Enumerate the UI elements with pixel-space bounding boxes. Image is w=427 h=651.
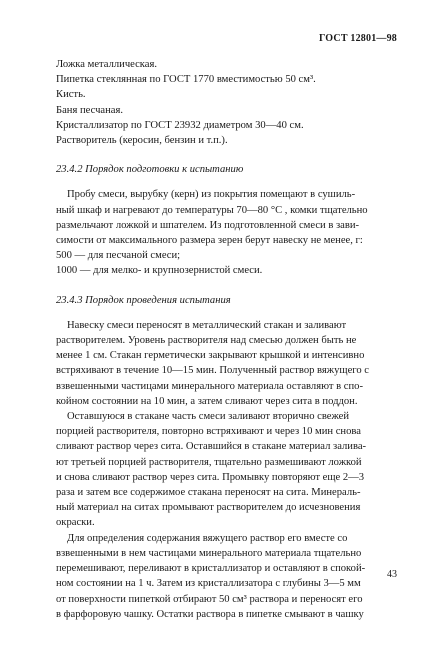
text-line: койном состоянии на 10 мин, а затем сливают через сита в поддон. <box>56 395 358 407</box>
text-line: Пробу смеси, вырубку (керн) из покрытия помещают в сушиль- <box>67 189 356 201</box>
text-line: симости от максимального размера зерен берут навеску не менее, г: <box>56 235 363 247</box>
text-line: раза и затем все содержимое стакана переносят на сита. Минераль- <box>56 487 361 499</box>
text-line: окраски. <box>56 517 95 529</box>
paragraph <box>56 187 398 278</box>
equipment-item: Кристаллизатор по ГОСТ 23932 диаметром 30—40 см. <box>56 119 304 131</box>
paragraph <box>56 531 398 622</box>
text-line: порцией растворителя, повторно встряхивают и через 10 мин снова <box>56 426 361 438</box>
text-line: взвешенными частицами минерального материала оставляют в спо- <box>56 380 363 392</box>
text-line: в фарфоровую чашку. Остатки раствора в пипетке смывают в чашку <box>56 608 364 620</box>
text-line: растворителем. Уровень растворителя над смесью должен быть не <box>56 335 357 347</box>
section-heading: 23.4.2 Порядок подготовки к испытанию <box>56 164 244 176</box>
text-line: ный материал на ситах промывают растворителем до исчезновения <box>56 502 361 514</box>
equipment-item: Ложка металлическая. <box>56 59 158 70</box>
text-line: размельчают ложкой и шпателем. Из подготовленной смеси в зави- <box>56 219 360 231</box>
text-line: Для определения содержания вяжущего раствор его вместе со <box>67 532 348 544</box>
equipment-item: Кисть. <box>56 89 86 101</box>
text-line: встряхивают в течение 10—15 мин. Полученный раствор вяжущего с <box>56 365 369 377</box>
text-line: Навеску смеси переносят в металлический стакан и заливают <box>67 319 347 331</box>
text-line: ют третьей порцией растворителя, тщательно размешивают ложкой <box>56 456 362 468</box>
list-line: 500 — для песчаной смеси; <box>56 250 181 262</box>
paragraph <box>56 318 398 409</box>
section-heading: 23.4.3 Порядок проведения испытания <box>56 294 231 306</box>
equipment-item: Баня песчаная. <box>56 104 124 116</box>
text-line: от поверхности пипеткой отбирают 50 см³ раствора и переносят его <box>56 593 363 605</box>
page-content <box>56 57 398 622</box>
text-line: менее 1 см. Стакан герметически закрывают крышкой и интенсивно <box>56 350 365 362</box>
equipment-item: Пипетка стеклянная по ГОСТ 1770 вместимостью 50 см³. <box>56 74 316 86</box>
document-code: ГОСТ 12801—98 <box>318 33 397 44</box>
text-line: взвешенными в нем частицами минерального материала тщательно <box>56 547 362 559</box>
paragraph <box>56 409 398 531</box>
list-line: 1000 — для мелко- и крупнозернистой смеси. <box>56 265 263 277</box>
equipment-list <box>56 57 398 148</box>
page-number: 43 <box>387 569 397 580</box>
text-line: перемешивают, переливают в кристаллизатор и оставляют в спокой- <box>56 563 366 575</box>
text-line: и снова сливают раствор через сита. Промывку повторяют еще 2—3 <box>56 471 365 483</box>
text-line: Оставшуюся в стакане часть смеси заливают вторично свежей <box>67 411 350 423</box>
text-line: сливают раствор через сита. Оставшийся в стакане материал залива- <box>56 441 367 453</box>
text-line: ный шкаф и нагревают до температуры 70—80 °С , комки тщательно <box>56 204 368 216</box>
text-line: ном состоянии на 1 ч. Затем из кристаллизатора с глубины 3—5 мм <box>56 578 361 590</box>
equipment-item: Растворитель (керосин, бензин и т.п.). <box>56 135 228 147</box>
